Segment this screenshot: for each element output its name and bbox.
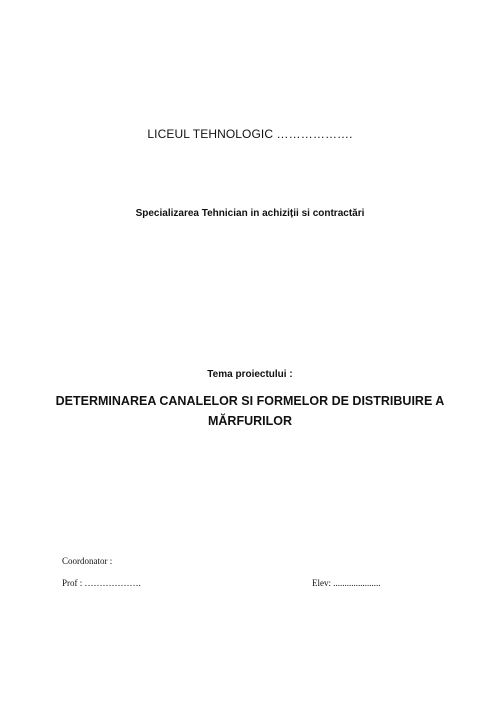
- project-title-line-2: MĂRFURILOR: [207, 414, 292, 428]
- school-name: LICEUL TEHNOLOGIC ……………….: [147, 127, 353, 141]
- specialization: Specializarea Tehnician in achiziții si contractări: [135, 208, 365, 219]
- prof-label: Prof : ……………….: [62, 578, 141, 588]
- student-label: Elev: .....................: [312, 578, 381, 588]
- theme-label: Tema proiectului :: [207, 369, 293, 380]
- project-title-line-1: DETERMINAREA CANALELOR SI FORMELOR DE DISTRIBUIRE A: [55, 394, 445, 408]
- coordinator-label: Coordonator :: [62, 556, 113, 566]
